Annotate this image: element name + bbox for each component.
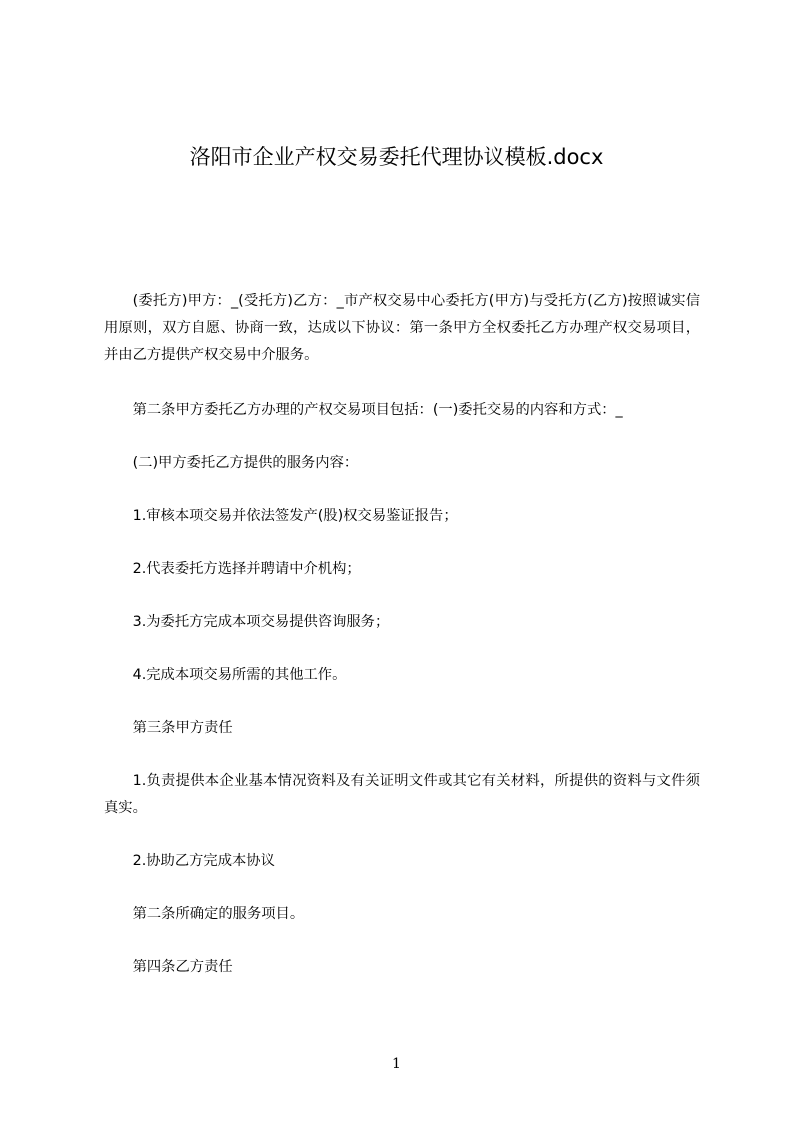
page-number: 1	[392, 1056, 401, 1072]
paragraph-duty-1: 1.负责提供本企业基本情况资料及有关证明文件或其它有关材料，所提供的资料与文件须真实。	[104, 773, 700, 816]
paragraph-item-4: 4.完成本项交易所需的其他工作。	[132, 667, 347, 683]
document-title: 洛阳市企业产权交易委托代理协议模板.docx	[189, 145, 604, 169]
paragraph-article-4: 第四条乙方责任	[132, 959, 233, 975]
paragraph-item-3: 3.为委托方完成本项交易提供咨询服务；	[132, 614, 390, 630]
paragraph-item-2: 2.代表委托方选择并聘请中介机构；	[132, 561, 361, 577]
paragraph-item-1: 1.审核本项交易并依法签发产(股)权交易鉴证报告；	[132, 508, 458, 524]
paragraph-service-content: (二)甲方委托乙方提供的服务内容：	[132, 455, 359, 471]
paragraph-article-2: 第二条甲方委托乙方办理的产权交易项目包括：(一)委托交易的内容和方式：_	[132, 402, 623, 418]
paragraph-parties: (委托方)甲方：_(受托方)乙方：_市产权交易中心委托方(甲方)与受托方(乙方)按照诚实信用原则，双方自愿、协商一致，达成以下协议：第一条甲方全权委托乙方办理产权交易项目，并由乙方提供产权交易中介服务。	[104, 293, 700, 363]
paragraph-duty-2: 2.协助乙方完成本协议	[132, 853, 275, 869]
paragraph-article-3: 第三条甲方责任	[132, 720, 233, 736]
paragraph-article-2-ref: 第二条所确定的服务项目。	[132, 906, 305, 922]
